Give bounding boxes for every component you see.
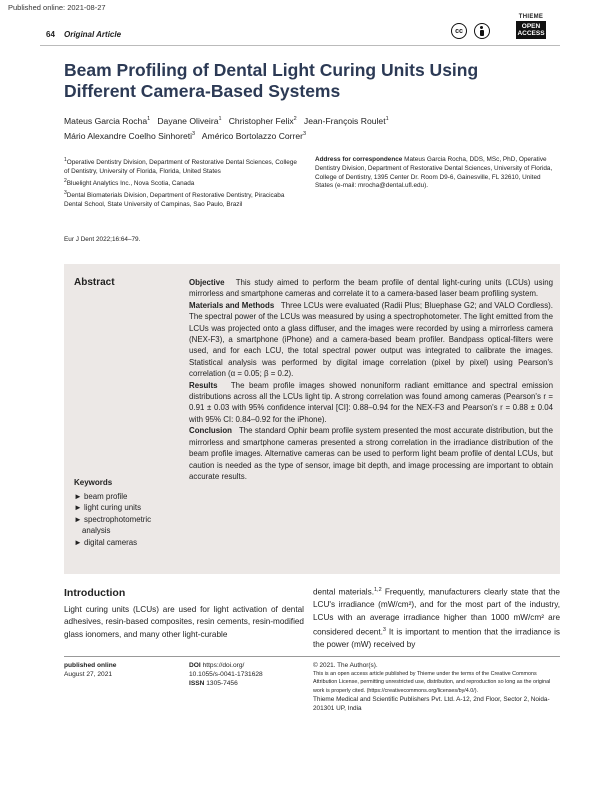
license-info <box>313 661 560 713</box>
keyword-item[interactable]: ► digital cameras <box>74 537 138 547</box>
publication-info <box>64 661 174 679</box>
cc-label: cc <box>455 27 463 35</box>
author-name[interactable]: Mateus Garcia Rocha <box>64 115 148 126</box>
affiliations <box>64 156 304 209</box>
page-number: 64 <box>46 30 55 39</box>
creative-commons-icon[interactable] <box>451 23 467 39</box>
keyword-list <box>74 491 184 548</box>
article-title: Beam Profiling of Dental Light Curing Units Using Different Camera-Based Systems <box>64 60 479 101</box>
issn: 1305-7456 <box>206 680 238 687</box>
keyword-item[interactable]: ► spectrophotometric <box>74 514 152 524</box>
published-date: August 27, 2021 <box>64 671 113 678</box>
publisher-address: Thieme Medical and Scientific Publishers Pvt. Ltd. A-12, 2nd Floor, Sector 2, Noida-201301 UP, India <box>313 695 550 712</box>
correspondence <box>315 156 555 191</box>
author-name[interactable]: Américo Bortolazzo Correr <box>201 130 304 141</box>
abstract-heading: Abstract <box>74 277 115 288</box>
author-name[interactable]: Christopher Felix <box>228 115 294 126</box>
article-type: Original Article <box>64 30 122 39</box>
footer-divider <box>64 656 560 657</box>
attribution-icon[interactable] <box>474 23 490 39</box>
published-label: published online <box>64 662 117 669</box>
abstract-methods: Materials and Methods Three LCUs were evaluated (Radii Plus; Bluephase G2; and VALO Cordless). The spectral power of the LCUs was measured by using a spectrophotometer. The light emitted from the LCUs was projected onto a glass diffuser, and the images were recorded by using a mirrorless camera (NEX-F3), a smartphone (iPhone) and a camera-based beam profiler. Bandpass optical-filters were used, and for each LCU, the total spectral power output was integrated to calibrate the images. Statistical analysis was performed by digital image correlation (pixel by pixel) using Pearson's correlation (α = 0.05; β = 0.2). <box>189 300 553 379</box>
author-name[interactable]: Dayane Oliveira <box>157 115 219 126</box>
copyright: © 2021. The Author(s). <box>313 662 378 669</box>
journal-citation: Eur J Dent 2022;16:64–79. <box>64 236 141 243</box>
abstract-body <box>189 277 553 482</box>
author-name[interactable]: Mário Alexandre Coelho Sinhoreti <box>64 130 193 141</box>
header-divider <box>40 45 560 46</box>
doi-link[interactable]: https://doi.org/ <box>202 662 245 669</box>
introduction-heading: Introduction <box>64 587 126 599</box>
abstract-objective: Objective This study aimed to perform the beam profile of dental light-curing units (LCUs) using mirrorless and smartphone cameras and correlate it to a camera-based laser beam profiling system. <box>189 278 554 299</box>
keyword-item[interactable]: analysis <box>82 526 111 536</box>
keyword-item[interactable]: ► light curing units <box>74 503 142 513</box>
logo-text: THIEME <box>518 14 544 20</box>
author-name[interactable]: Jean-François Roulet <box>303 115 386 126</box>
introduction-right-column: dental materials.$^{1,2}$ Frequently, manufacturers clearly state that the LCU's irradiance (mW/cm²), and for the most part of the industry, LCUs with an average irradiance higher than 1000 mW/cm² are considered decent.$^3$ It is important to mention that the irradiance is the power (mW) received by <box>313 587 560 650</box>
correspondence-text: Mateus Garcia Rocha, DDS, MSc, PhD, Operative Dentistry Division, Department of Restorative Dental Sciences, University of Florida, College of Dentistry, 1395 Center Dr. Room D9-6, Gainesville, FL 32610, United States (e-mail: mrocha@dental.ufl.edu). <box>315 156 553 190</box>
correspondence-label: Address for correspondence <box>315 156 403 163</box>
doi-id[interactable]: 10.1055/s-0041-1731628 <box>189 671 263 678</box>
published-online-top: Published online: 2021-08-27 <box>8 3 106 12</box>
affiliation-item: $^2$Bluelight Analytics Inc., Nova Scotia, Canada <box>64 177 195 187</box>
license-text: This is an open access article published by Thieme under the terms of the Creative Commons Attribution License, permitting unrestricted use, distribution, and reproduction so long as the original work is properly cited. (https://creativecommons.org/licenses/by/4.0/). <box>313 671 551 694</box>
logo-box-line2: ACCESS <box>517 30 545 37</box>
introduction-left-column: Light curing units (LCUs) are used for light activation of dental adhesives, resin-based composites, resin cements, resin-modified glass ionomers, and many other light-curable <box>64 605 304 639</box>
keywords-heading: Keywords <box>74 478 113 487</box>
logo-box-line1: OPEN <box>521 23 541 30</box>
thieme-open-access-logo[interactable] <box>516 14 546 39</box>
abstract-conclusion: Conclusion The standard Ophir beam profile system presented the most accurate distribution, but the mirrorless and smartphone cameras presented a strong correlation in the irradiance distribution of the beam profile images. Alternative cameras can be used to perform light beam profile of dental LCUs, but caution is needed as the type of sensor, image bit depth, and image processing are important to obtain accurate results. <box>189 426 553 481</box>
affiliation-item: $^3$Dental Biomaterials Division, Department of Restorative Dentistry, Piracicaba Dental School, State University of Campinas, Sao Paulo, Brazil <box>64 189 285 208</box>
author-list: Mateus Garcia Rocha$^1$ Dayane Oliveira$^1$ Christopher Felix$^2$ Jean-François Roulet$^1$ Mário Alexandre Coelho Sinhoreti$^3$ Américo Bortolazzo Correr$^3$ <box>64 115 389 141</box>
abstract-results: Results The beam profile images showed nonuniform radiant emittance and spectral emission distributions across all the LCUs light tip. A strong correlation was found among cameras (Pearson's r = 0.91 ± 0.03 with 95% confidence interval [CI]: 0.88–0.94 for the NEX-F3 and Pearson's r = 0.88 ± 0.04 with 95% CI: 0.84–0.92 for the iPhone). <box>189 380 553 424</box>
affiliation-item: $^1$Operative Dentistry Division, Department of Restorative Dental Sciences, College of Dentistry, University of Florida, Florida, United States <box>64 157 297 175</box>
doi-info: DOI https://doi.org/ 10.1055/s-0041-1731628 ISSN 1305-7456 <box>189 661 299 688</box>
keyword-item[interactable]: ► beam profile <box>74 492 128 501</box>
